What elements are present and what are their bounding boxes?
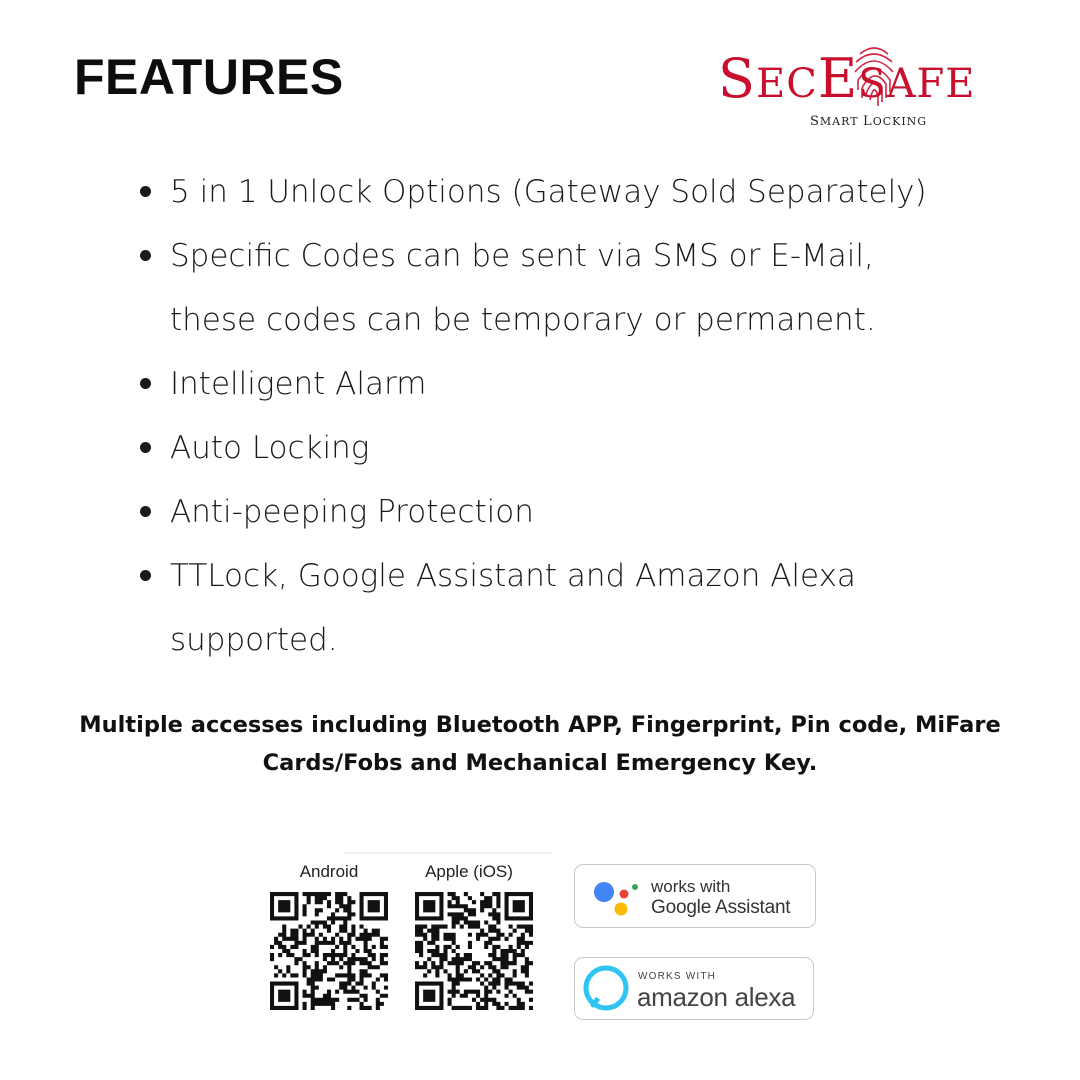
feature-text: Intelligent Alarm: [170, 366, 427, 402]
feature-text: supported.: [170, 622, 338, 658]
badge-product: Google Assistant: [651, 897, 791, 918]
access-note: [40, 706, 1040, 782]
access-note-line: Multiple accesses including Bluetooth APP, Fingerprint, Pin code, MiFare: [79, 712, 1001, 738]
feature-text: Auto Locking: [170, 430, 370, 466]
feature-item: [140, 416, 1020, 480]
bullet-icon: [140, 442, 151, 453]
badge-caption: works with: [651, 877, 731, 896]
google-assistant-icon: [591, 877, 639, 919]
badge-caption: WORKS WITH: [638, 971, 717, 982]
bullet-icon: [140, 186, 151, 197]
feature-text: Anti-peeping Protection: [170, 494, 534, 530]
amazon-alexa-badge[interactable]: [574, 957, 814, 1020]
feature-text: these codes can be temporary or permanent.: [170, 302, 876, 338]
feature-item: [140, 160, 1020, 224]
divider: [344, 852, 552, 854]
feature-list: [140, 160, 1020, 672]
bullet-icon: [140, 250, 151, 261]
android-qr-code[interactable]: [270, 892, 388, 1010]
ios-label: Apple (iOS): [425, 862, 513, 881]
fingerprint-icon: [846, 40, 902, 110]
logo-tagline: SMART LOCKING: [810, 114, 928, 129]
bullet-icon: [140, 506, 151, 517]
page-title: FEATURES: [74, 49, 344, 105]
feature-text: TTLock, Google Assistant and Amazon Alexa: [170, 558, 856, 594]
app-download-qr-codes: [262, 852, 552, 1022]
android-label: Android: [299, 862, 359, 881]
ios-qr-code[interactable]: [415, 892, 533, 1010]
feature-text: Specific Codes can be sent via SMS or E-Mail,: [170, 238, 874, 274]
brand-logo: [718, 38, 1048, 138]
logo-wordmark: SECESAFE: [718, 47, 976, 110]
google-assistant-badge[interactable]: [574, 864, 816, 928]
access-note-line: Cards/Fobs and Mechanical Emergency Key.: [262, 750, 818, 776]
alexa-icon: [583, 965, 629, 1011]
bullet-icon: [140, 570, 151, 581]
bullet-icon: [140, 378, 151, 389]
feature-text: 5 in 1 Unlock Options (Gateway Sold Separately): [170, 174, 927, 210]
feature-item: [140, 352, 1020, 416]
feature-item: [140, 480, 1020, 544]
badge-product: amazon alexa: [637, 982, 796, 1012]
feature-item: [140, 544, 1020, 672]
feature-item: [140, 224, 1020, 352]
